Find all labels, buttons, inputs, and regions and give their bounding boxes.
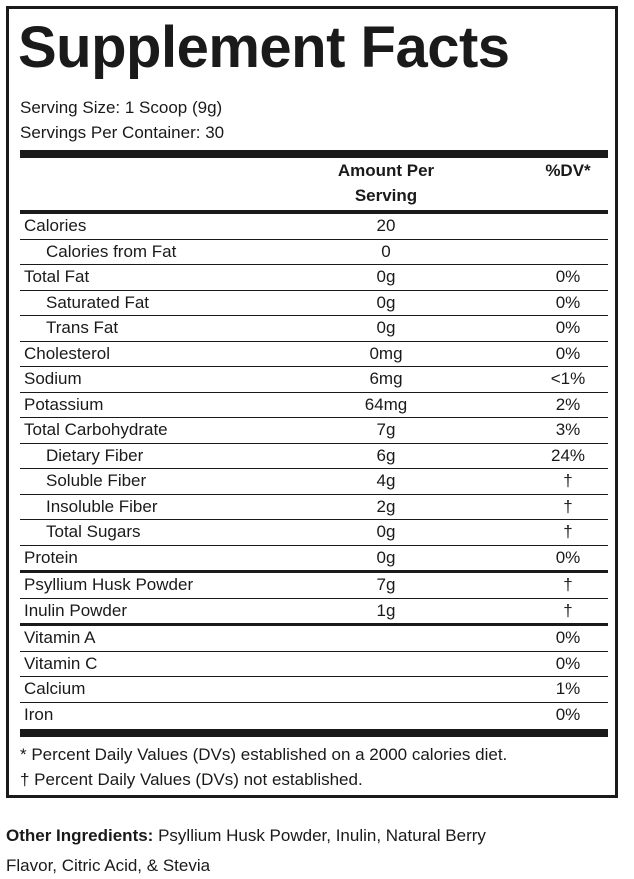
table-row xyxy=(20,598,608,623)
table-row xyxy=(20,702,608,727)
nutrient-name: Potassium xyxy=(24,394,104,414)
nutrient-dv: 0% xyxy=(555,653,581,673)
serving-size: Serving Size: 1 Scoop (9g) xyxy=(20,98,223,117)
table-row xyxy=(20,264,608,289)
table-row xyxy=(20,651,608,676)
nutrient-name: Psyllium Husk Powder xyxy=(24,575,194,594)
other-ingredients-continued: Flavor, Citric Acid, & Stevia xyxy=(6,856,211,875)
nutrient-name: Iron xyxy=(24,704,54,724)
nutrient-name: Calories xyxy=(24,216,87,235)
nutrient-amount: 0g xyxy=(376,547,396,567)
nutrient-dv: 24% xyxy=(550,445,586,465)
nutrient-amount: 64mg xyxy=(364,394,408,414)
nutrient-name: Saturated Fat xyxy=(46,292,150,312)
table-row xyxy=(20,290,608,315)
nutrient-amount: 0g xyxy=(376,292,396,312)
nutrient-name: Insoluble Fiber xyxy=(46,496,158,516)
nutrient-amount: 2g xyxy=(376,496,396,516)
nutrient-name: Dietary Fiber xyxy=(46,445,144,465)
nutrient-name: Vitamin C xyxy=(24,653,98,673)
table-row xyxy=(20,315,608,340)
nutrient-name: Total Fat xyxy=(24,267,90,286)
nutrient-dv: 0% xyxy=(555,704,581,724)
nutrient-dv: <1% xyxy=(550,369,586,388)
table-row xyxy=(20,545,608,570)
nutrient-amount: 1g xyxy=(376,600,396,620)
nutrient-dv: 0% xyxy=(555,628,581,647)
nutrient-dv: 1% xyxy=(555,679,581,698)
nutrient-name: Total Sugars xyxy=(46,522,141,541)
nutrient-dv: † xyxy=(563,600,573,620)
nutrient-amount: 0g xyxy=(376,522,396,541)
nutrient-name: Sodium xyxy=(24,369,82,388)
nutrient-dv: 0% xyxy=(555,318,581,337)
nutrient-amount: 0g xyxy=(376,267,396,286)
thick-divider-bottom xyxy=(20,729,608,737)
nutrient-amount: 20 xyxy=(376,216,396,235)
dv-header: %DV* xyxy=(545,161,591,180)
servings-per-container: Servings Per Container: 30 xyxy=(20,123,225,142)
table-row xyxy=(20,213,608,238)
thick-divider xyxy=(20,150,608,158)
nutrient-dv: † xyxy=(563,575,573,594)
nutrient-name: Protein xyxy=(24,547,78,567)
nutrient-dv: 0% xyxy=(555,267,581,286)
nutrient-amount: 0 xyxy=(381,241,391,261)
nutrient-name: Total Carbohydrate xyxy=(24,420,168,439)
table-row xyxy=(20,625,608,650)
panel-title: Supplement Facts xyxy=(18,15,510,80)
nutrient-amount: 6g xyxy=(376,445,396,465)
nutrient-dv: 2% xyxy=(555,394,581,414)
table-row xyxy=(20,519,608,544)
nutrient-name: Trans Fat xyxy=(46,318,119,337)
table-row xyxy=(20,366,608,391)
nutrient-dv: † xyxy=(563,522,573,541)
nutrient-amount: 0mg xyxy=(369,343,403,363)
nutrient-dv: 0% xyxy=(555,547,581,567)
other-ingredients-text: Psyllium Husk Powder, Inulin, Natural Berry xyxy=(153,826,486,845)
nutrient-dv: † xyxy=(563,496,573,516)
nutrient-name: Inulin Powder xyxy=(24,600,128,620)
footnote-dv: * Percent Daily Values (DVs) established on a 2000 calories diet. xyxy=(20,745,508,764)
table-row xyxy=(20,443,608,468)
nutrient-dv: † xyxy=(563,471,573,490)
nutrient-dv: 3% xyxy=(555,420,581,439)
nutrient-name: Calories from Fat xyxy=(46,241,177,261)
table-row xyxy=(20,676,608,701)
table-row xyxy=(20,572,608,597)
table-row xyxy=(20,417,608,442)
nutrient-dv: 0% xyxy=(555,292,581,312)
table-row xyxy=(20,468,608,493)
nutrient-name: Soluble Fiber xyxy=(46,471,147,490)
nutrient-amount: 4g xyxy=(376,471,396,490)
table-row xyxy=(20,341,608,366)
nutrient-dv: 0% xyxy=(555,343,581,363)
nutrient-name: Calcium xyxy=(24,679,86,698)
nutrient-name: Cholesterol xyxy=(24,343,110,363)
amount-per-serving-header: Amount Per Serving xyxy=(337,161,435,205)
table-row xyxy=(20,239,608,264)
nutrient-amount: 0g xyxy=(376,318,396,337)
nutrient-amount: 7g xyxy=(376,575,396,594)
other-ingredients xyxy=(6,826,486,846)
footnote-dagger: † Percent Daily Values (DVs) not established. xyxy=(20,770,363,789)
table-row xyxy=(20,392,608,417)
nutrient-name: Vitamin A xyxy=(24,628,96,647)
nutrient-amount: 7g xyxy=(376,420,396,439)
nutrient-amount: 6mg xyxy=(369,369,403,388)
other-ingredients-label: Other Ingredients: xyxy=(6,826,154,845)
table-row xyxy=(20,494,608,519)
